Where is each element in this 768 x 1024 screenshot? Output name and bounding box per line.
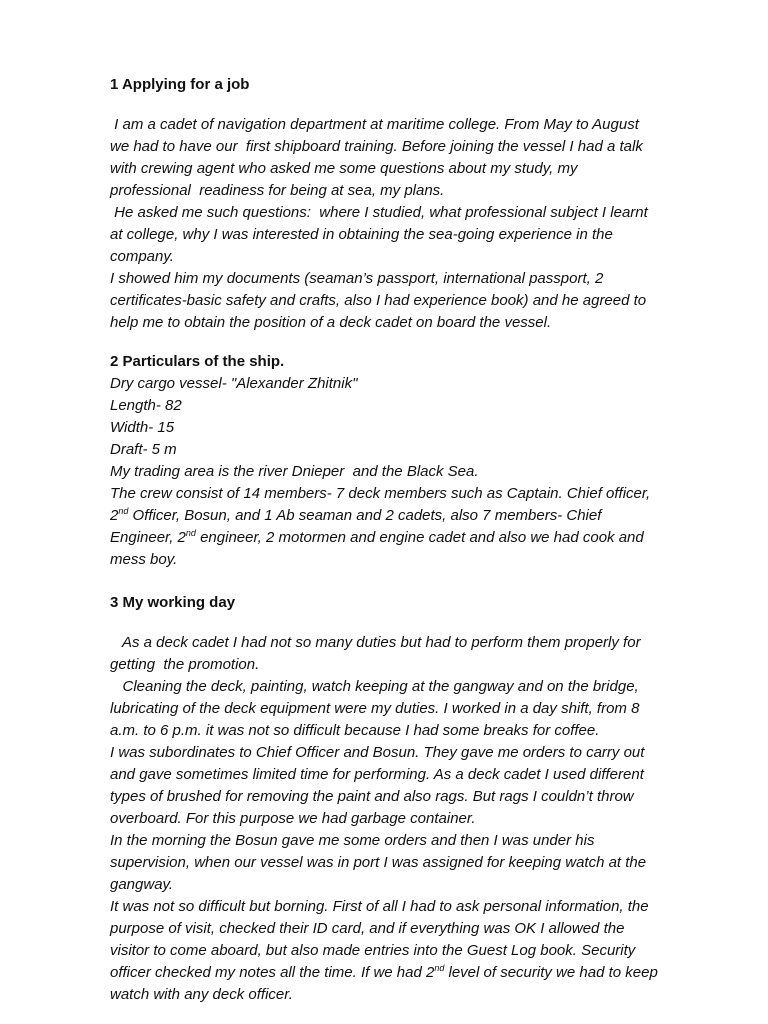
paragraph-line: getting the promotion. [110, 656, 260, 673]
line-rest: engineer, 2 motormen and engine cadet and also we had cook and [195, 529, 644, 546]
paragraph-line: Width- 15 [110, 419, 175, 436]
line-prefix: Engineer, 2 [110, 529, 186, 546]
paragraph-line: company. [110, 248, 174, 265]
paragraph-line: My trading area is the river Dnieper and the Black Sea. [110, 463, 479, 480]
paragraph-line: gangway. [110, 876, 174, 893]
ordinal-suffix: nd [185, 528, 196, 538]
line-rest: level of security we had to keep [444, 964, 658, 981]
paragraph-line [110, 962, 720, 984]
line-prefix: 2 [110, 507, 119, 524]
section-2-heading: 2 Particulars of the ship. [110, 353, 285, 370]
paragraph-line: supervision, when our vessel was in port I was assigned for keeping watch at the [110, 854, 647, 871]
paragraph-line: and gave sometimes limited time for performing. As a deck cadet I used different [110, 766, 644, 783]
section-3-heading: 3 My working day [110, 594, 236, 611]
paragraph-line: Cleaning the deck, painting, watch keeping at the gangway and on the bridge, [110, 678, 639, 695]
paragraph-line: a.m. to 6 p.m. it was not so difficult because I had some breaks for coffee. [110, 722, 600, 739]
document-page [110, 74, 720, 1006]
paragraph-line: visitor to come aboard, but also made entries into the Guest Log book. Security [110, 942, 636, 959]
paragraph-line: It was not so difficult but borning. First of all I had to ask personal information, the [110, 898, 649, 915]
line-rest: Officer, Bosun, and 1 Ab seaman and 2 cadets, also 7 members- Chief [128, 507, 602, 524]
paragraph-line: I was subordinates to Chief Officer and Bosun. They gave me orders to carry out [110, 744, 645, 761]
paragraph-line: certificates-basic safety and crafts, also I had experience book) and he agreed to [110, 292, 647, 309]
paragraph-line: lubricating of the deck equipment were my duties. I worked in a day shift, from 8 [110, 700, 640, 717]
paragraph-line: types of brushed for removing the paint and also rags. But rags I couldn’t throw [110, 788, 634, 805]
paragraph-line: we had to have our first shipboard training. Before joining the vessel I had a talk [110, 138, 643, 155]
paragraph-line: Length- 82 [110, 397, 182, 414]
paragraph-line: at college, why I was interested in obtaining the sea-going experience in the [110, 226, 613, 243]
paragraph-line: professional readiness for being at sea, my plans. [110, 182, 445, 199]
paragraph-line: purpose of visit, checked their ID card, and if everything was OK I allowed the [110, 920, 625, 937]
line-prefix: officer checked my notes all the time. If we had 2 [110, 964, 435, 981]
paragraph-line [110, 505, 720, 527]
paragraph-line [110, 527, 720, 549]
paragraph-line: In the morning the Bosun gave me some orders and then I was under his [110, 832, 595, 849]
paragraph-line: watch with any deck officer. [110, 986, 293, 1003]
ordinal-suffix: nd [434, 963, 445, 973]
paragraph-line: overboard. For this purpose we had garbage container. [110, 810, 476, 827]
paragraph-line: As a deck cadet I had not so many duties but had to perform them properly for [110, 634, 641, 651]
ordinal-suffix: nd [118, 506, 129, 516]
paragraph-line: He asked me such questions: where I studied, what professional subject I learnt [110, 204, 648, 221]
section-1-heading: 1 Applying for a job [110, 76, 250, 93]
paragraph-line: Draft- 5 m [110, 441, 177, 458]
paragraph-line: help me to obtain the position of a deck cadet on board the vessel. [110, 314, 552, 331]
paragraph-line: I showed him my documents (seaman’s passport, international passport, 2 [110, 270, 604, 287]
paragraph-line: The crew consist of 14 members- 7 deck members such as Captain. Chief officer, [110, 485, 651, 502]
paragraph-line: mess boy. [110, 551, 178, 568]
paragraph-line: with crewing agent who asked me some questions about my study, my [110, 160, 578, 177]
paragraph-line: Dry cargo vessel- "Alexander Zhitnik" [110, 375, 358, 392]
paragraph-line: I am a cadet of navigation department at maritime college. From May to August [110, 116, 639, 133]
